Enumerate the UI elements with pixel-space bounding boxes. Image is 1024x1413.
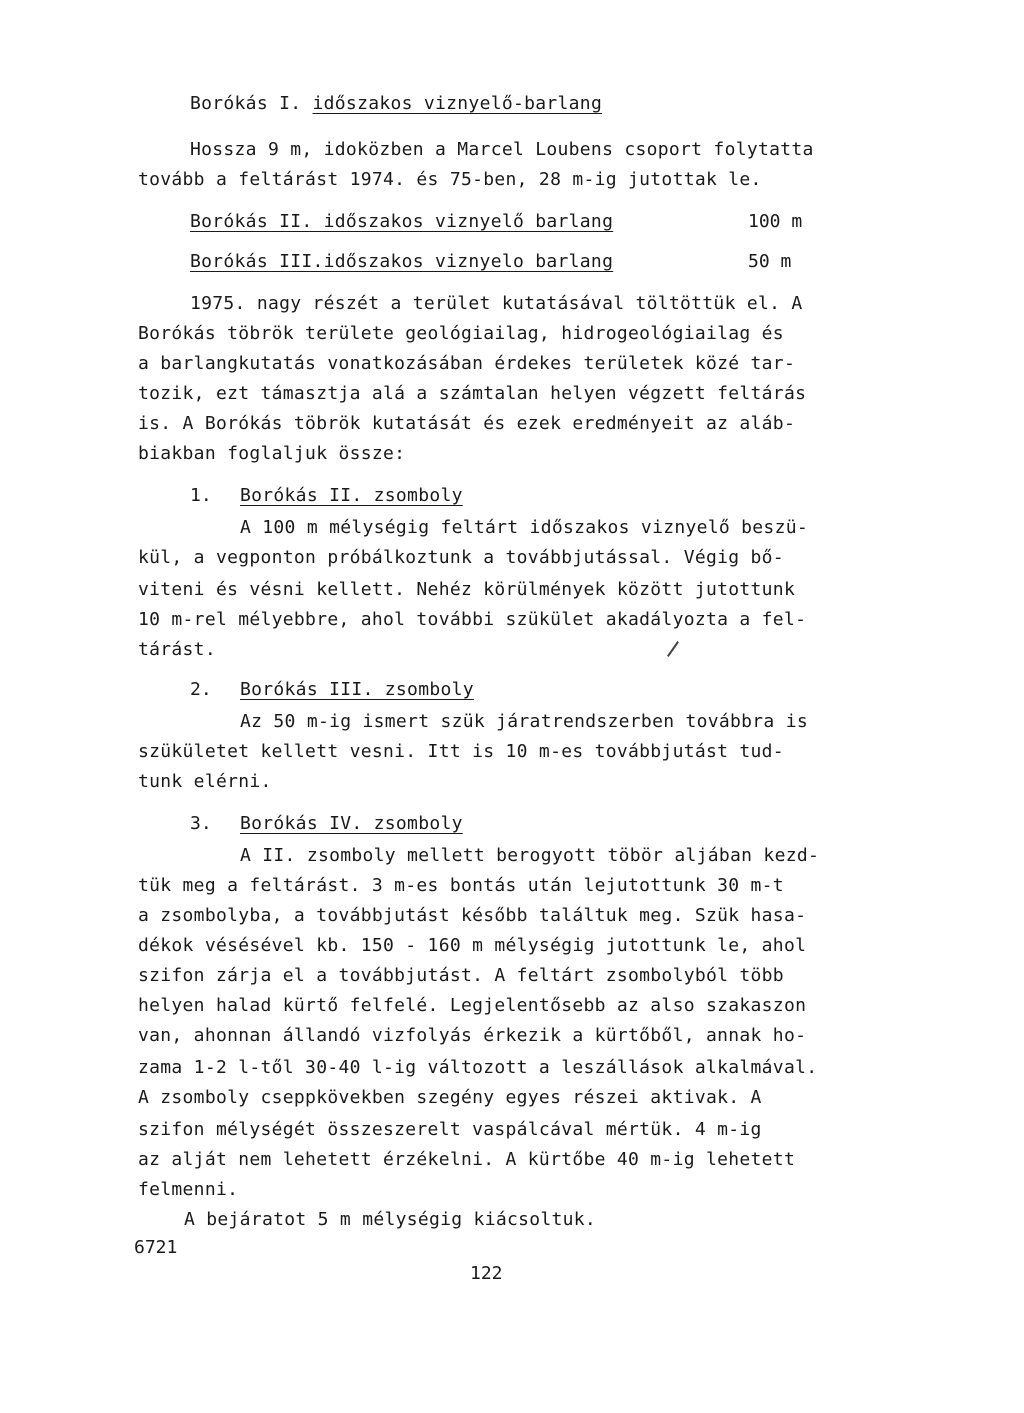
heading-prefix: Borókás I. <box>190 93 313 114</box>
section-line: 10 m-rel mélyebbre, ahol további szükület akadályozta a fel- <box>138 609 807 630</box>
paragraph-line: Borókás töbrök területe geológiailag, hidrogeológiailag és <box>138 323 784 344</box>
section-line: A II. zsomboly mellett berogyott töbör aljában kezd- <box>240 845 820 866</box>
section-line: A zsomboly cseppkövekben szegény egyes részei aktivak. A <box>138 1087 762 1108</box>
paragraph-line: tozik, ezt támasztja alá a számtalan helyen végzett feltárás <box>138 383 807 404</box>
cave-length: 100 m <box>748 211 803 232</box>
paragraph-line: biakban foglaljuk össze: <box>138 443 406 464</box>
section-line: dékok vésésével kb. 150 - 160 m mélységig jutottunk le, ahol <box>138 935 807 956</box>
heading-underlined: időszakos viznyelő-barlang <box>312 93 603 114</box>
section-line: Az 50 m-ig ismert szük járatrendszerben továbbra is <box>240 711 808 732</box>
section-title: Borókás III. zsomboly <box>240 679 474 700</box>
closing-line: A bejáratot 5 m mélységig kiácsoltuk. <box>184 1209 597 1230</box>
section-line: van, ahonnan állandó vizfolyás érkezik a kürtőből, annak ho- <box>138 1025 807 1046</box>
section-title: Borókás II. zsomboly <box>240 485 463 506</box>
intro-line: Hossza 9 m, idoközben a Marcel Loubens csoport folytatta <box>190 139 814 160</box>
archive-number: 6721 <box>134 1237 178 1258</box>
section-line: A 100 m mélységig feltárt időszakos viznyelő beszü- <box>240 517 808 538</box>
section-number: 3. <box>190 813 212 834</box>
paragraph-line: 1975. nagy részét a terület kutatásával töltöttük el. A <box>190 293 803 314</box>
section-number: 1. <box>190 485 212 506</box>
cave-name: Borókás III.időszakos viznyelo barlang <box>190 251 614 272</box>
section-line: a zsombolyba, a továbbjutást később találtuk meg. Szük hasa- <box>138 905 807 926</box>
pen-mark <box>667 641 679 657</box>
section-line: kül, a vegponton próbálkoztunk a továbbjutással. Végig bő- <box>138 547 784 568</box>
section-title: Borókás IV. zsomboly <box>240 813 463 834</box>
section-line: tárást. <box>138 639 216 660</box>
section-line: tunk elérni. <box>138 771 272 792</box>
section-line: zama 1-2 l-től 30-40 l-ig változott a leszállások alkalmával. <box>138 1057 818 1078</box>
section-line: helyen halad kürtő felfelé. Legjelentősebb az also szakaszon <box>138 995 807 1016</box>
paragraph-line: is. A Borókás töbrök kutatását és ezek eredményeit az aláb- <box>138 413 796 434</box>
paragraph-line: a barlangkutatás vonatkozásában érdekes területek közé tar- <box>138 353 796 374</box>
cave-length: 50 m <box>748 251 792 272</box>
section-number: 2. <box>190 679 212 700</box>
section-line: felmenni. <box>138 1179 239 1200</box>
section-line: viteni és vésni kellett. Nehéz körülmények között jutottunk <box>138 579 796 600</box>
section-line: szükületet kellett vesni. Itt is 10 m-es továbbjutást tud- <box>138 741 784 762</box>
document-heading <box>190 92 602 116</box>
section-line: tük meg a feltárást. 3 m-es bontás után lejutottunk 30 m-t <box>138 875 784 896</box>
section-line: szifon zárja el a továbbjutást. A feltárt zsombolyból több <box>138 965 784 986</box>
section-line: szifon mélységét összeszerelt vaspálcával mértük. 4 m-ig <box>138 1119 762 1140</box>
page-number: 122 <box>470 1263 503 1284</box>
intro-line: tovább a feltárást 1974. és 75-ben, 28 m-ig jutottak le. <box>138 169 762 190</box>
cave-name: Borókás II. időszakos viznyelő barlang <box>190 211 614 232</box>
section-line: az alját nem lehetett érzékelni. A kürtőbe 40 m-ig lehetett <box>138 1149 796 1170</box>
